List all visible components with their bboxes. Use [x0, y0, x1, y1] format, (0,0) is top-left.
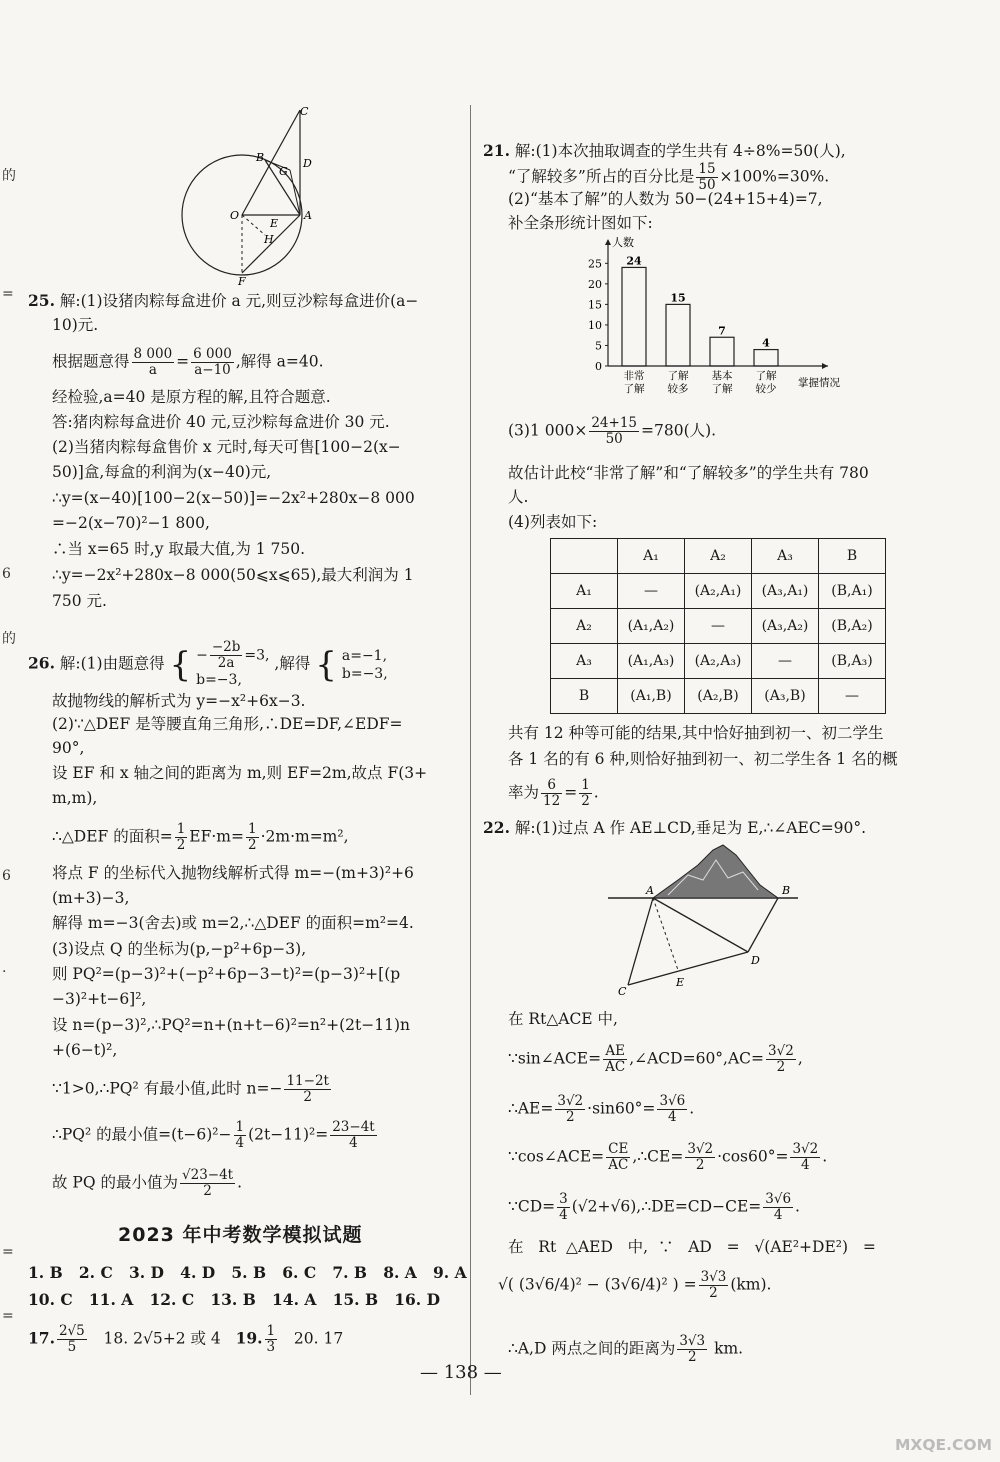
category-label-line: 非常: [623, 370, 645, 382]
q22-line-3: ∵sin∠ACE= $\frac{AE}{AC}$ ,∠ACD=60°,AC= $\frac{3√2}{2}$ ,: [508, 1043, 803, 1075]
margin-mark: =: [2, 1308, 14, 1324]
table-cell: (A₁,B): [618, 679, 685, 714]
q25-line-10: ∴当 x=65 时,y 取最大值,为 1 750.: [52, 540, 306, 558]
table-cell: (B,A₂): [819, 609, 886, 644]
bar: [710, 337, 734, 366]
category-label-line: 较多: [667, 383, 689, 395]
table-cell: (A₃,A₂): [752, 609, 819, 644]
q22-line-7: 在 Rt △AED 中, ∵ AD = √(AE²+DE²) =: [508, 1238, 876, 1256]
bar-value-label: 4: [762, 336, 770, 350]
table-cell: A₃: [551, 644, 618, 679]
table-cell: A₁: [551, 574, 618, 609]
margin-mark: 6: [2, 868, 11, 884]
category-label-line: 了解: [755, 370, 777, 382]
q22-line-2: 在 Rt△ACE 中,: [508, 1010, 618, 1028]
margin-mark: 6: [2, 566, 11, 582]
q22-line-5: ∵cos∠ACE= $\frac{CE}{AC}$ ,∴CE= $\frac{3√2}{2}$ ·cos60°= $\frac{3√2}{4}$ .: [508, 1141, 828, 1173]
label-e: E: [676, 976, 685, 989]
bar-chart: [578, 236, 848, 414]
q25-line-3: 根据题意得 $\frac{8 000}{a}$ = $\frac{6 000}{a-10}$ ,解得 a=40.: [52, 346, 324, 378]
label-h: H: [264, 233, 274, 246]
category-label-line: 较少: [755, 383, 777, 395]
table-row: [551, 644, 886, 679]
table-cell: B: [551, 679, 618, 714]
bar-value-label: 7: [718, 324, 726, 338]
q25-line-12: 750 元.: [52, 592, 107, 610]
q26-line-9: (m+3)−3,: [52, 889, 130, 907]
table-cell: (A₂,A₃): [685, 644, 752, 679]
q26-line-7: ∴△DEF 的面积= $\frac{1}{2}$ EF·m= $\frac{1}{2}$ ·2m·m=m²,: [52, 821, 349, 853]
table-cell: [551, 539, 618, 574]
q26-line-1: 26. 解:(1)由题意得 { − $\frac{-2b}{2a}$ =3, b=−3, ,解得 { a=−1, b=−3,: [28, 639, 388, 688]
q26-line-11: (3)设点 Q 的坐标为(p,−p²+6p−3),: [52, 940, 307, 958]
margin-mark: =: [2, 286, 14, 302]
label-a: A: [646, 884, 654, 897]
label-b: B: [256, 151, 265, 164]
table-cell: (A₃,A₁): [752, 574, 819, 609]
table-row: [551, 679, 886, 714]
y-tick-label: 20: [588, 277, 602, 291]
q26-line-17: ∴PQ² 的最小值=(t−6)²− $\frac{1}{4}$ (2t−11)²= $\frac{23-4t}{4}$: [52, 1119, 375, 1151]
q25-line-1: 25. 解:(1)设猪肉粽每盒进价 a 元,则豆沙粽每盒进价(a−: [28, 291, 419, 310]
label-f: F: [238, 275, 246, 285]
q25-line-2: 10)元.: [52, 316, 99, 334]
y-tick-label: 10: [588, 318, 602, 332]
q22-line-6: ∵CD= $\frac{3}{4}$ (√2+√6),∴DE=CD−CE= $\frac{3√6}{4}$ .: [508, 1191, 800, 1223]
x-axis-arrow: [822, 363, 828, 369]
table-cell: A₂: [685, 539, 752, 574]
q21-line-6: 故估计此校“非常了解”和“了解较多”的学生共有 780: [508, 464, 869, 482]
q22-line-4: ∴AE= $\frac{3√2}{2}$ ·sin60°= $\frac{3√6}{4}$ .: [508, 1093, 695, 1125]
table-row: [551, 539, 886, 574]
table-cell: (A₁,A₃): [618, 644, 685, 679]
q21-line-7: 人.: [508, 488, 529, 506]
y-tick-label: 15: [588, 298, 602, 312]
q21-line-11: 率为 $\frac{6}{12}$ = $\frac{1}{2}$ .: [508, 777, 599, 809]
q25-line-11: ∴y=−2x²+280x−8 000(50⩽x⩽65),最大利润为 1: [52, 566, 414, 584]
q21-line-3: (2)“基本了解”的人数为 50−(24+15+4)=7,: [508, 190, 823, 208]
q26-line-2: 故抛物线的解析式为 y=−x²+6x−3.: [52, 692, 306, 710]
y-tick-label: 5: [595, 339, 602, 353]
table-cell: (A₁,A₂): [618, 609, 685, 644]
q26-line-14: 设 n=(p−3)²,∴PQ²=n+(n+t−6)²=n²+(2t−11)n: [52, 1016, 410, 1034]
label-d: D: [303, 157, 312, 170]
table-row: [551, 574, 886, 609]
q22-line-9: ∴A,D 两点之间的距离为 $\frac{3√3}{2}$ km.: [508, 1333, 744, 1365]
q21-line-4: 补全条形统计图如下:: [508, 214, 653, 232]
page-number: — 138 —: [420, 1362, 502, 1383]
y-tick-label: 25: [588, 257, 602, 271]
q25-line-9: =−2(x−70)²−1 800,: [52, 514, 210, 532]
table-cell: (B,A₃): [819, 644, 886, 679]
label-d: D: [751, 954, 760, 967]
label-c: C: [300, 105, 309, 118]
q21-line-9: 共有 12 种等可能的结果,其中恰好抽到初一、初二学生: [508, 724, 884, 742]
table-cell: (B,A₁): [819, 574, 886, 609]
table-cell: —: [685, 609, 752, 644]
q26-line-12: 则 PQ²=(p−3)²+(−p²+6p−3−t)²=(p−3)²+[(p: [52, 965, 401, 983]
q26-line-4: 90°,: [52, 739, 85, 757]
q21-line-10: 各 1 名的有 6 种,则恰好抽到初一、初二学生各 1 名的概: [508, 750, 898, 768]
q26-line-10: 解得 m=−3(舍去)或 m=2,∴△DEF 的面积=m²=4.: [52, 914, 414, 932]
q25-line-5: 答:猪肉粽每盒进价 40 元,豆沙粽每盒进价 30 元.: [52, 413, 390, 431]
q26-line-15: +(6−t)²,: [52, 1041, 118, 1059]
bar: [666, 304, 690, 366]
table-cell: —: [819, 679, 886, 714]
table-cell: A₁: [618, 539, 685, 574]
table-row: [551, 609, 886, 644]
y-axis-arrow: [605, 239, 611, 245]
x-axis-label: 掌握情况: [798, 377, 840, 389]
category-label-line: 了解: [667, 370, 689, 382]
label-a: A: [304, 209, 312, 222]
answers-row-1: 1. B 2. C 3. D 4. D 5. B 6. C 7. B 8. A 9. A: [28, 1263, 467, 1282]
q26-line-18: 故 PQ 的最小值为 $\frac{√23-4t}{2}$ .: [52, 1167, 243, 1199]
table-cell: (A₃,B): [752, 679, 819, 714]
bar: [622, 267, 646, 366]
q21-line-5: (3)1 000× $\frac{24+15}{50}$ =780(人).: [508, 415, 717, 447]
q26-line-6: m,m),: [52, 789, 98, 807]
table-cell: A₃: [752, 539, 819, 574]
q26-line-8: 将点 F 的坐标代入抛物线解析式得 m=−(m+3)²+6: [52, 864, 414, 882]
table-cell: (A₂,A₁): [685, 574, 752, 609]
table-cell: (A₂,B): [685, 679, 752, 714]
q21-line-8: (4)列表如下:: [508, 513, 598, 531]
q26-line-5: 设 EF 和 x 轴之间的距离为 m,则 EF=2m,故点 F(3+: [52, 764, 428, 782]
mountain-figure: [608, 840, 818, 1000]
q22-line-8: √( (3√6/4)² − (3√6/4)² ) = $\frac{3√3}{2}$ (km).: [498, 1269, 772, 1301]
q26-line-16: ∵1>0,∴PQ² 有最小值,此时 n=− $\frac{11-2t}{2}$: [52, 1073, 329, 1105]
bar: [754, 350, 778, 366]
y-axis-label: 人数: [612, 236, 634, 249]
category-label-line: 了解: [623, 383, 645, 395]
label-c: C: [618, 985, 627, 998]
q25-line-4: 经检验,a=40 是原方程的解,且符合题意.: [52, 388, 331, 406]
bar-value-label: 24: [626, 254, 642, 268]
q21-line-1: 21. 解:(1)本次抽取调查的学生共有 4÷8%=50(人),: [483, 141, 846, 160]
q25-line-8: ∴y=(x−40)[100−2(x−50)]=−2x²+280x−8 000: [52, 489, 415, 507]
outcome-table: [550, 538, 886, 714]
table-cell: B: [819, 539, 886, 574]
margin-mark: 的: [2, 168, 16, 184]
margin-mark: 的: [2, 631, 16, 647]
column-divider: [470, 105, 471, 1395]
margin-mark: .: [2, 960, 7, 976]
q21-line-2: “了解较多”所占的百分比是 $\frac{15}{50}$ ×100%=30%.: [508, 161, 830, 193]
table-cell: —: [618, 574, 685, 609]
q26-line-3: (2)∵△DEF 是等腰直角三角形,∴DE=DF,∠EDF=: [52, 715, 403, 733]
y-tick-label: 0: [595, 360, 602, 373]
section-title: 2023 年中考数学模拟试题: [118, 1224, 363, 1246]
label-g: G: [279, 165, 288, 178]
q26-line-13: −3)²+t−6]²,: [52, 990, 147, 1008]
watermark: MXQE.COM: [894, 1436, 992, 1454]
category-label-line: 了解: [711, 383, 733, 395]
label-b: B: [782, 884, 791, 897]
table-cell: A₂: [551, 609, 618, 644]
category-label-line: 基本: [711, 370, 733, 382]
label-e: E: [270, 217, 279, 230]
q25-line-6: (2)当猪肉粽每盒售价 x 元时,每天可售[100−2(x−: [52, 438, 401, 456]
table-cell: —: [752, 644, 819, 679]
answers-row-2: 10. C 11. A 12. C 13. B 14. A 15. B 16. D: [28, 1290, 441, 1309]
q22-line-1: 22. 解:(1)过点 A 作 AE⊥CD,垂足为 E,∴∠AEC=90°.: [483, 818, 867, 837]
circle-geometry-figure: [170, 105, 330, 285]
answers-row-3: 17. $\frac{2√5}{5}$ 18. 2√5+2 或 4 19. $\frac{1}{3}$ 20. 17: [28, 1323, 344, 1355]
bar-value-label: 15: [670, 291, 686, 305]
margin-mark: =: [2, 1244, 14, 1260]
label-o: O: [230, 209, 240, 222]
q25-line-7: 50)]盒,每盒的利润为(x−40)元,: [52, 463, 272, 481]
